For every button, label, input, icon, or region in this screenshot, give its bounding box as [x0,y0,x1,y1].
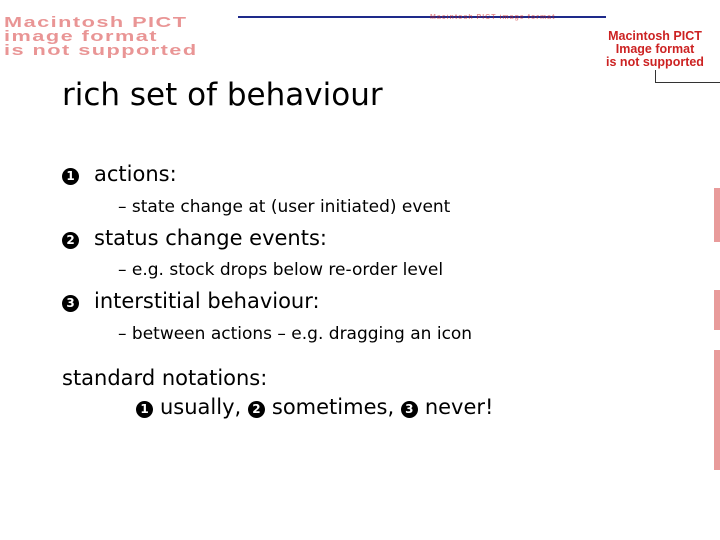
pict-placeholder-right-edge [714,188,720,242]
slide-title: rich set of behaviour [62,77,383,113]
bullet-label: actions: [94,162,177,186]
sub-bullet: – between actions – e.g. dragging an icon [118,324,473,344]
circled-number-1-icon: 1 [136,401,153,418]
bullet-item-status-change [62,224,327,252]
circled-number-2-icon: 2 [62,232,79,249]
pict-placeholder-top-middle: Macintosh PICT image format [430,14,556,21]
pict-placeholder-top-right: Macintosh PICT Image format is not supported [606,29,704,69]
pict-placeholder-right-edge [714,350,720,470]
standard-notations-line [136,393,493,422]
circled-number-1-icon: 1 [62,168,79,185]
notation-never: never! [424,395,494,419]
sub-bullet: – state change at (user initiated) event [118,197,451,217]
circled-number-3-icon: 3 [62,295,79,312]
standard-notations-heading: standard notations: [62,366,268,390]
pict-placeholder-right-edge [714,290,720,330]
notation-usually: usually, [160,395,242,419]
bullet-label: interstitial behaviour: [94,289,320,313]
bullet-item-interstitial [62,287,320,315]
sub-bullet: – e.g. stock drops below re-order level [118,260,444,280]
notation-sometimes: sometimes, [271,395,395,419]
circled-number-3-icon: 3 [401,401,418,418]
pict-placeholder-top-left: Macintosh PICT image format is not supported [4,14,198,59]
circled-number-2-icon: 2 [248,401,265,418]
bullet-item-actions [62,160,177,188]
bullet-label: status change events: [94,226,327,250]
image-frame-corner [655,70,720,83]
